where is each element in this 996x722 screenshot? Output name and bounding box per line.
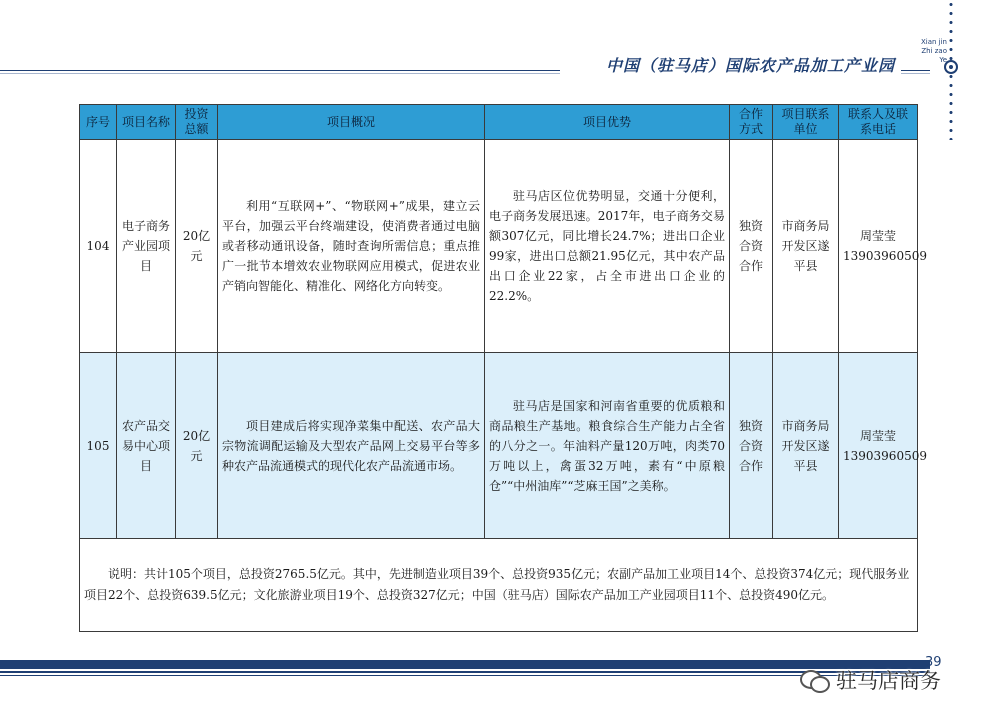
col-header-name: 项目名称 [117, 105, 176, 140]
footer-rule [0, 671, 930, 673]
table-header-row [80, 105, 918, 140]
contact-name: 周莹莹 [859, 229, 896, 243]
wechat-icon [800, 668, 830, 692]
col-header-invest: 投资总额 [176, 105, 218, 140]
page-header-title: 中国（驻马店）国际农产品加工产业园 [560, 53, 901, 77]
cell-advantage: 驻马店区位优势明显，交通十分便利，电子商务发展迅速。2017年，电子商务交易额307亿元，同比增长24.7%；进出口企业99家，进出口总额21.95亿元，其中农产品出口企业22家，占全市进出口企业的22.2%。 [485, 140, 730, 353]
contact-phone: 13903960509 [843, 448, 927, 463]
watermark [800, 665, 941, 695]
cell-invest: 20亿元 [176, 140, 218, 353]
cell-seq: 104 [80, 140, 117, 353]
col-header-unit: 项目联系单位 [773, 105, 839, 140]
table-note-row [80, 539, 918, 632]
cell-contact [839, 140, 927, 353]
target-circle-icon [944, 60, 958, 74]
col-header-advantage: 项目优势 [485, 105, 730, 140]
cell-advantage: 驻马店是国家和河南省重要的优质粮和商品粮生产基地。粮食综合生产能力占全省的八分之一。年油料产量120万吨，肉类70万吨以上，禽蛋32万吨，素有“中原粮仓”“中州油库”“芝麻王国”之美称。 [485, 353, 730, 539]
cell-coop: 独资合资合作 [730, 140, 773, 353]
project-table [79, 104, 927, 632]
contact-name: 周莹莹 [859, 428, 896, 443]
footer-band [0, 660, 930, 669]
cell-name: 农产品交易中心项目 [117, 353, 176, 539]
col-header-coop: 合作方式 [730, 105, 773, 140]
watermark-text: 驻马店商务 [836, 669, 941, 693]
page-number: 39 [925, 655, 942, 670]
cell-unit: 市商务局开发区遂平县 [773, 353, 839, 539]
col-header-seq: 序号 [80, 105, 117, 140]
cell-overview: 项目建成后将实现净菜集中配送、农产品大宗物流调配运输及大型农产品网上交易平台等多种农产品流通模式的现代化农产品流通市场。 [218, 353, 485, 539]
brand-line-1: Xian jin [920, 38, 947, 46]
cell-contact [839, 353, 927, 539]
table-note: 说明：共计105个项目，总投资2765.5亿元。其中，先进制造业项目39个、总投资935亿元；农副产品加工业项目14个、总投资374亿元；现代服务业项目22个、总投资639.5亿元；文化旅游业项目19个、总投资327亿元；中国（驻马店）国际农产品加工产业园项目11个、总投资490亿元。 [80, 539, 918, 632]
col-header-contact: 联系人及联系电话 [839, 105, 918, 140]
table-row [80, 140, 918, 353]
brand-line-3: Ye [939, 56, 947, 64]
col-header-overview: 项目概况 [218, 105, 485, 140]
brand-line-2: Zhi zao [921, 47, 947, 55]
cell-overview: 利用“互联网+”、“物联网+”成果，建立云平台，加强云平台终端建设，使消费者通过电脑或者移动通讯设备，随时查询所需信息；重点推广一批节本增效农业物联网应用模式，促进农业产销向智能化、精准化、网络化方向转变。 [218, 140, 485, 353]
table-row [80, 353, 918, 539]
cell-coop: 独资合资合作 [730, 353, 773, 539]
contact-phone: 13903960509 [843, 249, 927, 263]
cell-name: 电子商务产业园项目 [117, 140, 176, 353]
footer-rule-thin [0, 675, 930, 676]
cell-unit: 市商务局开发区遂平县 [773, 140, 839, 353]
cell-invest: 20亿元 [176, 353, 218, 539]
header-brand-text [907, 38, 947, 65]
cell-seq: 105 [80, 353, 117, 539]
